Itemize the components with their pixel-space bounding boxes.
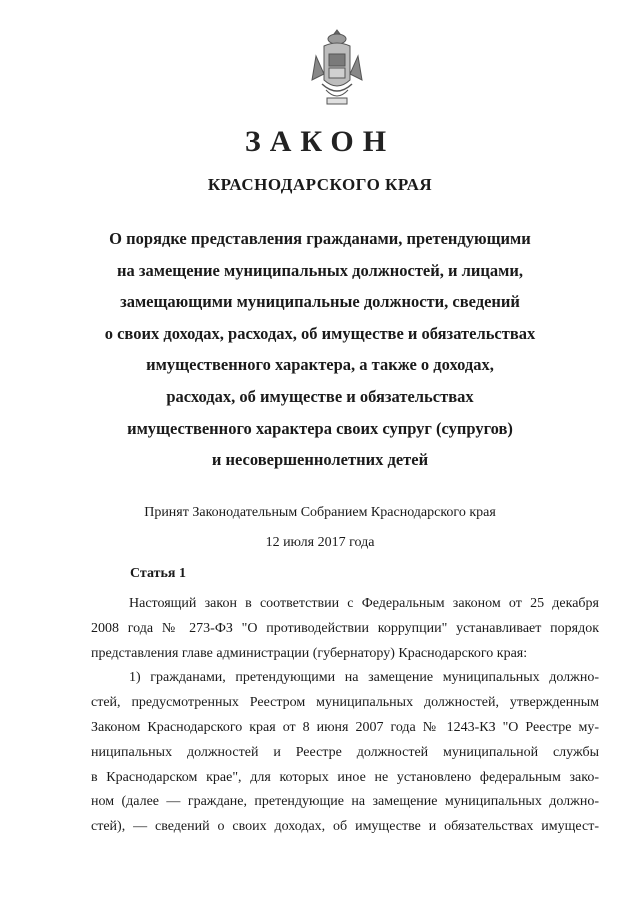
adoption-body: Принят Законодательным Собранием Краснодарского края: [144, 505, 496, 520]
headline-line: замещающими муниципальные должности, сведений: [120, 292, 520, 312]
paragraph-line: представления главе администрации (губернатору) Краснодарского края:: [91, 645, 528, 661]
headline-line: и несовершеннолетних детей: [211, 450, 429, 470]
paragraph-line: ниципальных должностей и Реестре должностей муниципальной службы: [91, 744, 599, 760]
krasnodar-coat-of-arms-icon: [308, 28, 366, 110]
adoption-note: [0, 498, 640, 558]
headline-line: имущественного характера своих супруг (супругов): [127, 418, 513, 438]
paragraph-line: стей), — сведений о своих доходах, об имуществе и обязательствах имущест-: [91, 819, 599, 835]
headline-line: о своих доходах, расходах, об имуществе и обязательствах: [104, 323, 536, 343]
headline-line: расходах, об имуществе и обязательствах: [166, 386, 474, 406]
law-headline: [0, 223, 640, 476]
paragraph-line: ном (далее — граждане, претендующие на замещение муниципальных должно-: [91, 794, 599, 810]
paragraph-line: 1) гражданами, претендующими на замещение муниципальных должно-: [129, 670, 599, 686]
region-title: КРАСНОДАРСКОГО КРАЯ: [207, 175, 433, 194]
headline-line: О порядке представления гражданами, претендующими: [109, 229, 531, 248]
article-body: [91, 592, 599, 840]
adoption-date: 12 июля 2017 года: [265, 535, 375, 550]
law-title: ЗАКОН: [244, 125, 396, 158]
headline-line: на замещение муниципальных должностей, и лицами,: [116, 260, 524, 280]
paragraph-line: стей, предусмотренных Реестром муниципальных должностей, утвержденным: [91, 695, 599, 711]
paragraph-line: Настоящий закон в соответствии с Федеральным законом от 25 декабря: [129, 596, 599, 611]
paragraph-line: в Краснодарском крае", для которых иное не установлено федеральным зако-: [91, 769, 599, 785]
headline-line: имущественного характера, а также о доходах,: [146, 355, 494, 375]
article-heading: Статья 1: [130, 566, 186, 581]
paragraph-line: Законом Краснодарского края от 8 июня 2007 года № 1243-КЗ "О Реестре му-: [91, 719, 599, 735]
paragraph-line: 2008 года № 273-ФЗ "О противодействии коррупции" устанавливает порядок: [91, 620, 599, 636]
